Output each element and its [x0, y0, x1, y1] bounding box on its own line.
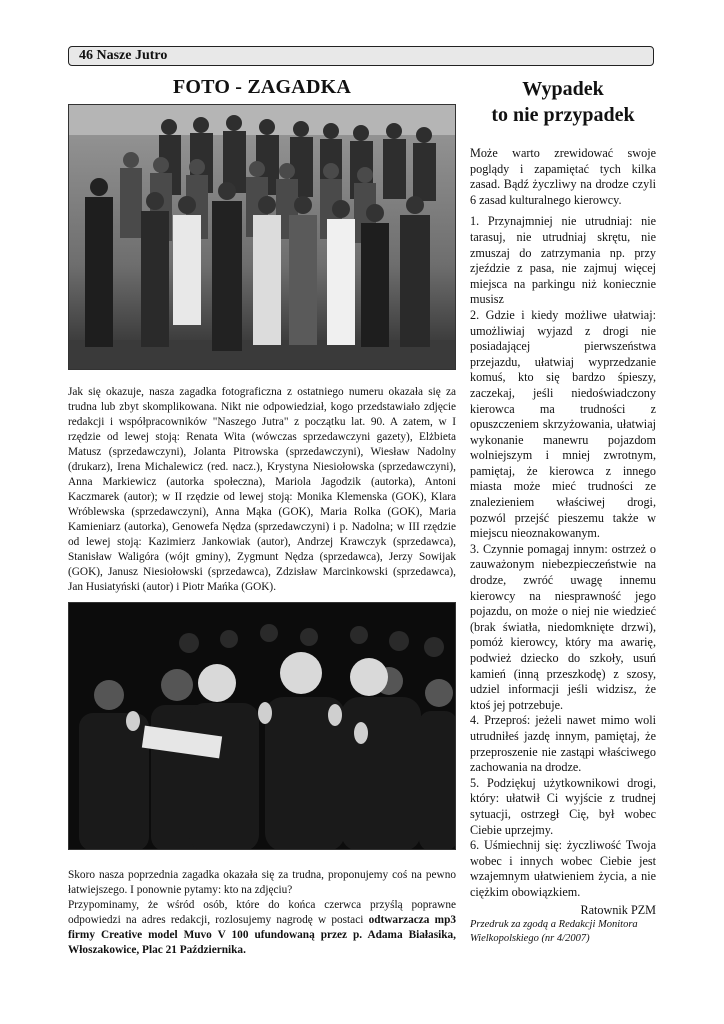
rule-2: 2. Gdzie i kiedy możliwe ułatwiaj: umożliwiaj wyjazd z drogi nie posiadającej pierwszeństwa przejazdu, ułatwiaj wyprzedzanie komuś, kto się bardzo śpieszy, zaczekaj, jeśli niedoświadczony kierowca ma trudności z opuszczeniem skrzyżowania, ułatwiaj wykonanie manewru pojazdom wolniejszym i mniej zwrotnym, pamiętaj, że kierowca z innego miasta może mieć trudności ze znalezieniem właściwej drogi, pozwól przejść pieszemu także w miejscu nieoznakowanym.	[470, 307, 656, 541]
page-header	[68, 46, 654, 66]
caption-question: Skoro nasza poprzednia zagadka okazała się za trudna, proponujemy coś na pewno łatwiejszego. I ponownie pytamy: kto na zdjęciu?	[68, 869, 456, 896]
article-heading-line2: to nie przypadek	[491, 104, 635, 126]
audience-photo-image	[69, 603, 456, 850]
caption-prize-bold: odtwarzacza mp3 firmy Creative model Muvo V 100 ufundowaną przez p. Adama Białasika, Włoszakowice, Plac 21 Października.	[68, 914, 456, 956]
caption-prize-intro: Przypominamy, że wśród osób, które do końca czerwca przyślą poprawne odpowiedzi na adres redakcji, rozlosujemy nagrodę w postaci	[68, 899, 456, 926]
article-heading	[470, 76, 656, 128]
page-title: 46 Nasze Jutro	[79, 48, 168, 63]
article-signature: Ratownik PZM	[580, 902, 656, 917]
group-photo	[68, 104, 456, 370]
caption-prize-text	[68, 898, 456, 958]
article-body	[470, 146, 656, 946]
rule-3: 3. Czynnie pomagaj innym: ostrzeż o zauważonym niebezpieczeństwie na drodze, zwróć uwagę innemu kierowcy na niesprawność jego pojazdu, on może o niej nie wiedzieć (brak światła, niedomknięte drzwi), pomóż kierowcy, który ma awarię, podwież dziecko do szkoły, usuń kamień (inną przeszkodę) z szosy, udziel informacji jeśli widzisz, że ktoś jej potrzebuje.	[470, 541, 656, 712]
audience-photo	[68, 602, 456, 850]
group-photo-caption: Jak się okazuje, nasza zagadka fotograficzna z ostatniego numeru okazała się za trudna lub zbyt skomplikowana. Nikt nie odpowiedział, kogo przedstawiało zdjęcie redakcji i współpracowników "Naszego Jutra" z początku lat. 90. A zatem, w I rzędzie od lewej stoją: Renata Wita (wówczas sprzedawczyni gazety), Elżbieta Matusz (sprzedawczyni), Jolanta Pitrowska (sprzedawczyni), Wiesław Nadolny (drukarz), Irena Michalewicz (red. nacz.), Krystyna Niesiołowska (sprzedawczyni), Anna Markiewicz (autorka społeczna), Mariola Jagodzik (autorka), Antoni Kaczmarek (autor); w II rzędzie od lewej stoją: Monika Klemenska (GOK), Klara Wróblewska (sprzedawczyni), Anna Mąka (GOK), Maria Rolka (GOK), Maria Kamieniarz (autorka), Genowefa Nędza (sprzedawczyni) i p. Nadolna; w III rzędzie od lewej stoją: Kazimierz Jankowiak (autor), Andrzej Krawczyk (sprzedawca), Stanisław Waligóra (wójt gminy), Zygmunt Nędza (sprzedawca), Jerzy Sowijak (GOK), Janusz Niesiołowski (sprzedawca), Zdzisław Marcinkowski (sprzedawca), Jan Husiatyński (autor) i Piotr Mańka (GOK).	[68, 386, 456, 593]
group-photo-image	[69, 105, 456, 370]
rule-6: 6. Uśmiechnij się: życzliwość Twoja wobec i innych wobec Ciebie jest wzajemnym ułatwieniem życia, a nie ciężkim obowiązkiem.	[470, 838, 656, 899]
article-heading-line1: Wypadek	[522, 78, 604, 100]
audience-photo-caption	[68, 868, 456, 958]
rule-4: 4. Przeproś: jeżeli nawet mimo woli utrudniłeś jazdę innym, pamiętaj, że przeproszenie nie zastąpi właściwego zachowania na drodze.	[470, 713, 656, 775]
source-note: Przedruk za zgodą a Redakcji Monitora Wielkopolskiego (nr 4/2007)	[470, 919, 638, 945]
photo-puzzle-heading: FOTO - ZAGADKA	[173, 76, 351, 98]
rule-1: 1. Przynajmniej nie utrudniaj: nie tarasuj, nie utrudniaj skrętu, nie zmuszaj do zatrzymania np. przy zjeździe z pasa, nie zajmuj więcej miejsca na parkingu niż koniecznie musisz	[470, 214, 656, 307]
rule-5: 5. Podziękuj użytkownikowi drogi, który: ułatwił Ci wyjście z trudnej sytuacji, ostrzegł Cię, był wobec Ciebie uprzejmy.	[470, 775, 656, 837]
article-intro: Może warto zrewidować swoje poglądy i zapamiętać tych kilka zasad. Bądź życzliwy na drodze czyli 6 zasad kulturalnego kierowcy.	[470, 146, 656, 207]
